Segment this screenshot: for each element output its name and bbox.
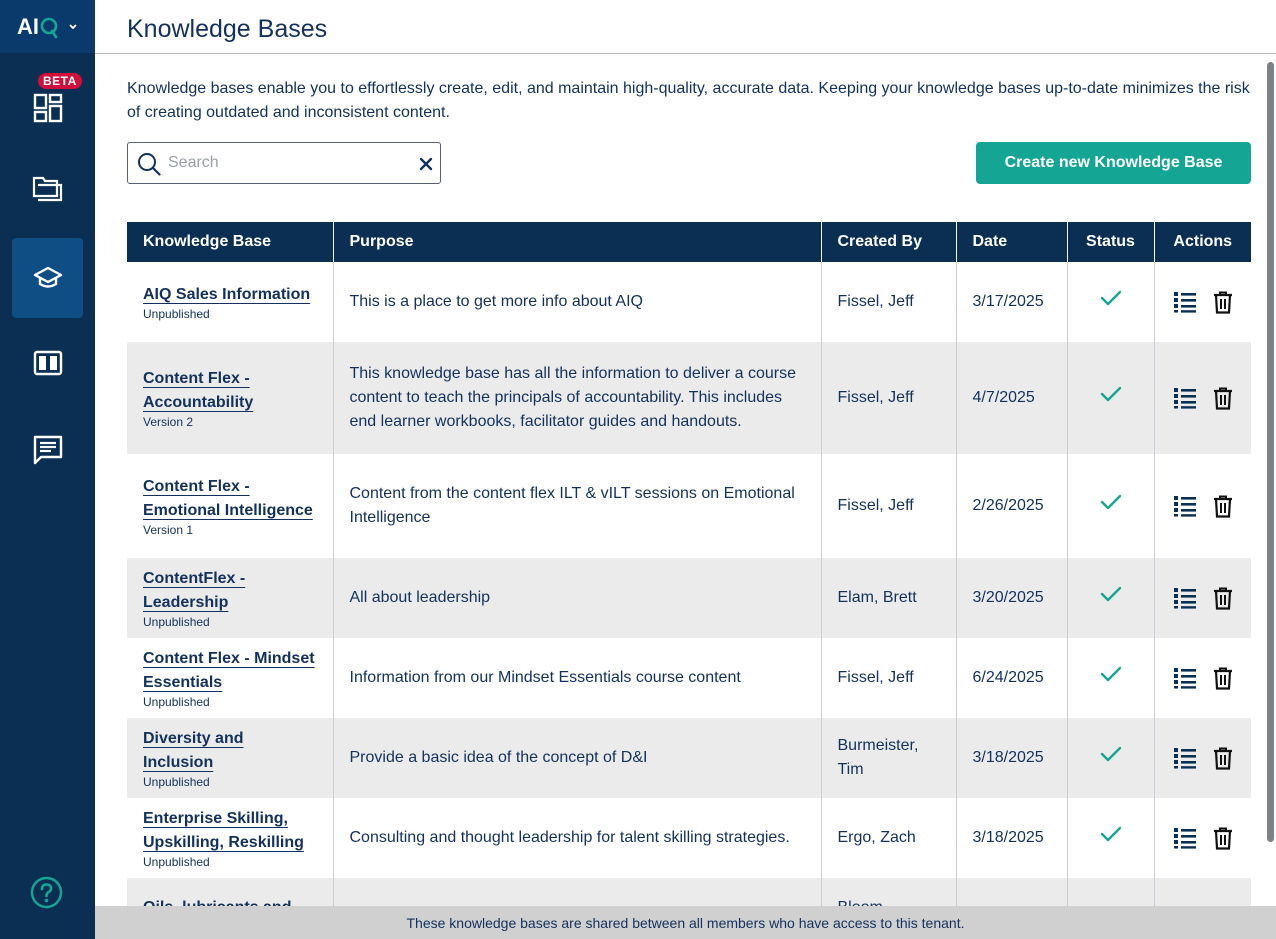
check-icon <box>1100 825 1122 843</box>
cell-actions <box>1154 558 1251 638</box>
cell-date: 3/20/2025 <box>956 558 1067 638</box>
intro-text: Knowledge bases enable you to effortlessly create, edit, and maintain high-quality, accurate data. Keeping your knowledge bases up-to-date minimizes the risk of creating outdated and inconsistent content. <box>127 80 1250 121</box>
help-icon[interactable] <box>30 876 63 909</box>
knowledge-base-link[interactable]: Content Flex - Emotional Intelligence <box>143 477 313 519</box>
cell-date: 3/18/2025 <box>956 718 1067 798</box>
page-title: Knowledge Bases <box>127 15 328 43</box>
cell-status <box>1067 262 1154 342</box>
search-icon <box>137 152 161 176</box>
logo-text: AI <box>17 13 39 39</box>
check-icon <box>1100 585 1122 603</box>
cell-purpose: Provide a basic idea of the concept of D&I <box>333 718 821 798</box>
cell-status <box>1067 718 1154 798</box>
table-row <box>127 262 1251 342</box>
footer-note: These knowledge bases are shared between all members who have access to this tenant. <box>95 906 1276 939</box>
cell-actions <box>1154 342 1251 454</box>
layout-icon <box>33 350 63 376</box>
knowledge-base-version: Unpublished <box>143 774 210 789</box>
chevron-down-icon <box>68 22 78 32</box>
dashboard-icon <box>33 93 63 123</box>
check-icon <box>1100 745 1122 763</box>
search-input[interactable] <box>168 151 408 175</box>
trash-icon[interactable] <box>1213 291 1233 314</box>
knowledge-base-version: Unpublished <box>143 614 210 629</box>
cell-date: 2/26/2025 <box>956 454 1067 558</box>
knowledge-base-version: Unpublished <box>143 694 210 709</box>
graduation-cap-icon <box>33 265 63 291</box>
trash-icon[interactable] <box>1213 495 1233 518</box>
cell-status <box>1067 558 1154 638</box>
check-icon <box>1100 665 1122 683</box>
sidebar-item-chat[interactable] <box>12 410 83 490</box>
cell-status <box>1067 798 1154 878</box>
header-knowledge-base[interactable]: Knowledge Base <box>127 222 333 262</box>
cell-created-by: Fissel, Jeff <box>821 262 956 342</box>
check-icon <box>1100 385 1122 403</box>
knowledge-base-link[interactable]: Enterprise Skilling, Upskilling, Reskilling <box>143 809 304 851</box>
close-icon[interactable] <box>418 156 434 172</box>
knowledge-base-version: Unpublished <box>143 306 210 321</box>
cell-purpose: All about leadership <box>333 558 821 638</box>
cell-actions <box>1154 262 1251 342</box>
list-icon[interactable] <box>1173 827 1197 849</box>
header-date[interactable]: Date <box>956 222 1067 262</box>
list-icon[interactable] <box>1173 587 1197 609</box>
list-icon[interactable] <box>1173 747 1197 769</box>
cell-date: 6/24/2025 <box>956 638 1067 718</box>
cell-knowledge-base <box>127 558 333 638</box>
knowledge-base-version: Unpublished <box>143 854 210 869</box>
knowledge-base-link[interactable]: Diversity and Inclusion <box>143 729 244 771</box>
cell-date: 4/7/2025 <box>956 342 1067 454</box>
page-header <box>95 0 1276 54</box>
knowledge-base-version: Version 1 <box>143 522 194 537</box>
cell-actions <box>1154 718 1251 798</box>
table-row <box>127 718 1251 798</box>
app-switcher[interactable] <box>0 0 95 53</box>
cell-created-by: Fissel, Jeff <box>821 638 956 718</box>
table-row <box>127 342 1251 454</box>
folder-icon <box>32 174 64 202</box>
cell-created-by: Fissel, Jeff <box>821 454 956 558</box>
beta-badge: BETA <box>38 73 82 89</box>
cell-purpose: Information from our Mindset Essentials course content <box>333 638 821 718</box>
cell-knowledge-base <box>127 454 333 558</box>
knowledge-base-link[interactable]: Content Flex - Mindset Essentials <box>143 649 315 691</box>
cell-created-by: Fissel, Jeff <box>821 342 956 454</box>
cell-actions <box>1154 638 1251 718</box>
knowledge-base-link[interactable]: AIQ Sales Information <box>143 285 311 303</box>
scrollbar[interactable] <box>1267 62 1274 842</box>
list-icon[interactable] <box>1173 495 1197 517</box>
trash-icon[interactable] <box>1213 667 1233 690</box>
header-status[interactable]: Status <box>1067 222 1154 262</box>
header-created-by[interactable]: Created By <box>821 222 956 262</box>
cell-purpose: Consulting and thought leadership for talent skilling strategies. <box>333 798 821 878</box>
cell-purpose: Content from the content flex ILT & vILT sessions on Emotional Intelligence <box>333 454 821 558</box>
cell-knowledge-base <box>127 262 333 342</box>
knowledge-base-version: Version 2 <box>143 414 194 429</box>
knowledge-base-link[interactable]: ContentFlex - Leadership <box>143 569 246 611</box>
sidebar-item-layout[interactable] <box>12 323 83 403</box>
cell-status <box>1067 454 1154 558</box>
trash-icon[interactable] <box>1213 747 1233 770</box>
cell-actions <box>1154 798 1251 878</box>
table-header-row <box>127 222 1251 262</box>
chat-icon <box>33 435 63 465</box>
check-icon <box>1100 289 1122 307</box>
trash-icon[interactable] <box>1213 827 1233 850</box>
cell-date: 3/18/2025 <box>956 798 1067 878</box>
knowledge-base-link[interactable]: Content Flex - Accountability <box>143 369 254 411</box>
knowledge-base-table <box>127 222 1251 906</box>
list-icon[interactable] <box>1173 291 1197 313</box>
cell-created-by: Burmeister, Tim <box>821 718 956 798</box>
table-row <box>127 558 1251 638</box>
create-knowledge-base-button[interactable]: Create new Knowledge Base <box>976 142 1251 184</box>
list-icon[interactable] <box>1173 667 1197 689</box>
table-row <box>127 798 1251 878</box>
trash-icon[interactable] <box>1213 587 1233 610</box>
app-logo <box>17 14 78 40</box>
cell-knowledge-base <box>127 798 333 878</box>
cell-actions <box>1154 454 1251 558</box>
cell-knowledge-base <box>127 638 333 718</box>
cell-knowledge-base <box>127 342 333 454</box>
table-row <box>127 638 1251 718</box>
cell-date: 3/17/2025 <box>956 262 1067 342</box>
cell-purpose: This knowledge base has all the information to deliver a course content to teach the principals of accountability. This includes end learner workbooks, facilitator guides and handouts. <box>333 342 821 454</box>
header-purpose[interactable]: Purpose <box>333 222 821 262</box>
cell-knowledge-base <box>127 718 333 798</box>
cell-status <box>1067 638 1154 718</box>
list-icon[interactable] <box>1173 387 1197 409</box>
header-actions: Actions <box>1154 222 1251 262</box>
sidebar <box>0 0 95 939</box>
sidebar-item-knowledge-bases[interactable] <box>12 238 83 318</box>
cell-purpose: This is a place to get more info about AIQ <box>333 262 821 342</box>
cell-created-by: Elam, Brett <box>821 558 956 638</box>
trash-icon[interactable] <box>1213 387 1233 410</box>
check-icon <box>1100 493 1122 511</box>
sidebar-item-files[interactable] <box>12 148 83 228</box>
cell-status <box>1067 342 1154 454</box>
cell-created-by: Ergo, Zach <box>821 798 956 878</box>
search-box[interactable] <box>127 142 441 184</box>
table-row <box>127 454 1251 558</box>
logo-q-icon <box>40 16 60 38</box>
